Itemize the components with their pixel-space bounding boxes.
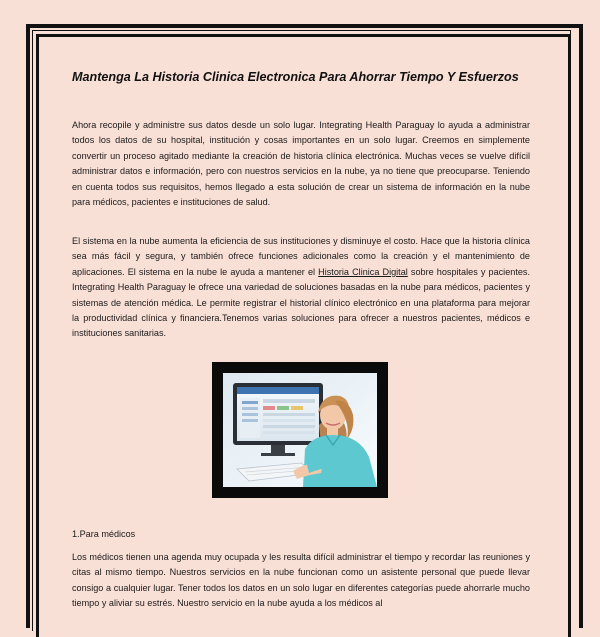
paragraph-medicos: Los médicos tienen una agenda muy ocupada y les resulta difícil administrar el tiempo y recordar las reuniones y citas al mismo tiempo. Nuestros servicios en la nube funcionan como un asistente personal que puede llevar consigo a cualquier lugar. Tener todos los datos en un solo lugar en diferentes categorías puede ahorrarle mucho tiempo y aliviar su estrés. Nuestro servicio en la nube ayuda a los médicos al [72, 552, 530, 609]
paragraph-text-after-link: sobre hospitales y pacientes. Integrating Health Paraguay le ofrece una variedad de soluciones basadas en la nube para médicos, pacientes y sistemas de atención médica. Le permite registrar el historial clínico electrónico en una plataforma para mejorar la productividad clínica y financiera.Tenemos varias soluciones para ofrecer a nuestros pacientes, médicos e instituciones sanitarias. [72, 266, 530, 339]
paragraph-cloud-system [72, 234, 530, 342]
paragraph-text-before-link: El sistema en la nube aumenta la eficiencia de sus instituciones y disminuye el costo. Hace que la historia clínica sea más fácil y segura, y también ofrece funciones adicionales como la creación y el mantenimiento de aplicaciones. El sistema en la nube le ayuda a mantener el [72, 236, 530, 277]
historia-clinica-link[interactable]: Historia Clinica Digital [318, 266, 408, 277]
section-heading-medicos: 1.Para médicos [72, 529, 136, 539]
paragraph-intro: Ahora recopile y administre sus datos desde un solo lugar. Integrating Health Paraguay lo ayuda a administrar todos los datos de su hospital, institución y cosas importantes en un solo lugar. Creemos en simplemente convertir un proceso agitado mediante la creación de historia clínica electrónica. Muchas veces se vuelve difícil administrar datos e información, pero con nuestros servicios en la nube, ya no tiene que preocuparse. Teniendo en cuenta todos sus requisitos, hemos llegado a esta solución de crear un sistema de información en la nube para médicos, pacientes e instituciones de salud. [72, 120, 530, 208]
document-title: Mantenga La Historia Clinica Electronica Para Ahorrar Tiempo Y Esfuerzos [72, 70, 519, 84]
nurse-illustration [223, 373, 377, 487]
nurse-at-computer-image [223, 373, 377, 487]
nurse-photo-frame [212, 362, 388, 498]
